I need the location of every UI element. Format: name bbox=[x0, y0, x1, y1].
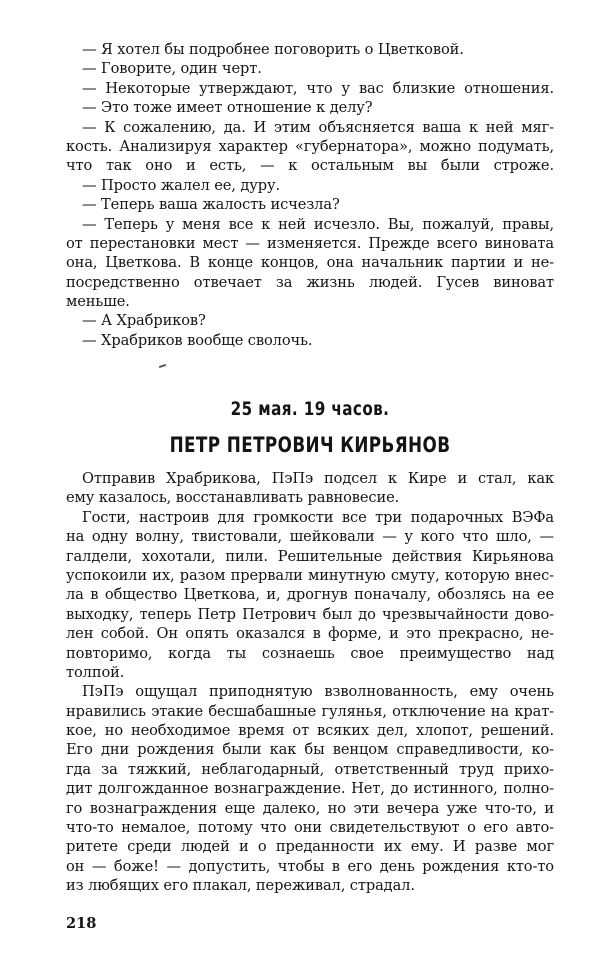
body-line: ритете среди людей и о преданности их ему. И разве мог bbox=[66, 838, 554, 856]
section-date-heading: 25 мая. 19 часов. bbox=[230, 398, 390, 420]
body-line: выходку, теперь Петр Петрович был до чрезвычайности дово- bbox=[66, 605, 554, 623]
dialogue-line: что так оно и есть, — к остальным вы были строже. bbox=[66, 157, 554, 175]
body-line: успокоили их, разом прервали минутную смуту, которую внес- bbox=[66, 566, 554, 584]
body-line: галдели, хохотали, пили. Решительные действия Кирьянова bbox=[66, 547, 554, 565]
body-line: дит долгожданное вознаграждение. Нет, до истинного, полно- bbox=[66, 780, 554, 798]
body-line: лен собой. Он опять оказался в форме, и это прекрасно, не- bbox=[66, 625, 554, 643]
dialogue-line: — А Храбриков? bbox=[82, 312, 206, 330]
body-line: нравились этакие бесшабашные гулянья, отключение на крат- bbox=[66, 702, 554, 720]
dialogue-line: — Теперь у меня все к ней исчезло. Вы, пожалуй, правы, bbox=[82, 215, 554, 233]
dialogue-line: — Говорите, один черт. bbox=[82, 60, 262, 78]
body-line: го вознаграждения еще далеко, но эти вечера уже что-то, и bbox=[66, 799, 554, 817]
body-line: на одну волну, твистовали, шейковали — у кого что шло, — bbox=[66, 528, 554, 546]
dialogue-line: посредственно отвечает за жизнь людей. Гусев виноват bbox=[66, 273, 554, 291]
body-line: толпой. bbox=[66, 663, 125, 681]
dialogue-line: — Это тоже имеет отношение к делу? bbox=[82, 99, 373, 117]
body-line: из любящих его плакал, переживал, страдал. bbox=[66, 877, 415, 895]
dialogue-block bbox=[66, 40, 554, 350]
body-text bbox=[66, 469, 554, 896]
body-line: ПэПэ ощущал приподнятую взволнованность, ему очень bbox=[82, 683, 554, 701]
dialogue-line: — Теперь ваша жалость исчезла? bbox=[82, 196, 340, 214]
page-number: 218 bbox=[66, 915, 97, 932]
section-name-heading: ПЕТР ПЕТРОВИЧ КИРЬЯНОВ bbox=[169, 433, 451, 457]
dialogue-line: — Некоторые утверждают, что у вас близкие отношения. bbox=[82, 79, 554, 97]
dialogue-line: кость. Анализируя характер «губернатора», можно подумать, bbox=[66, 137, 554, 155]
body-line: гда за тяжкий, неблагодарный, ответственный труд прихо- bbox=[66, 760, 554, 778]
ink-mark bbox=[159, 364, 166, 368]
body-line: Гости, настроив для громкости все три подарочных ВЭФа bbox=[82, 508, 554, 526]
dialogue-line: она, Цветкова. В конце концов, она начальник партии и не- bbox=[66, 254, 554, 272]
dialogue-line: — Просто жалел ее, дуру. bbox=[82, 176, 280, 194]
body-line: Отправив Храбрикова, ПэПэ подсел к Кире и стал, как bbox=[82, 470, 554, 487]
dialogue-line: меньше. bbox=[66, 293, 130, 311]
body-line: ему казалось, восстанавливать равновесие. bbox=[66, 489, 400, 507]
dialogue-line: от перестановки мест — изменяется. Прежде всего виновата bbox=[66, 234, 554, 252]
body-line: что-то немалое, потому что они свидетельствуют о его авто- bbox=[66, 819, 554, 837]
body-line: повторимо, когда ты сознаешь свое преимущество над bbox=[66, 644, 554, 662]
body-line: ла в общество Цветкова, и, дрогнув поначалу, обозлясь на ее bbox=[66, 586, 554, 604]
dialogue-line: — Храбриков вообще сволочь. bbox=[82, 331, 313, 349]
dialogue-line: — Я хотел бы подробнее поговорить о Цветковой. bbox=[82, 41, 464, 58]
body-line: он — боже! — допустить, чтобы в его день рождения кто-то bbox=[66, 857, 554, 875]
body-line: кое, но необходимое время от всяких дел, хлопот, решений. bbox=[66, 722, 554, 740]
dialogue-line: — К сожалению, да. И этим объясняется ваша к ней мяг- bbox=[82, 118, 554, 136]
body-line: Его дни рождения были как бы венцом справедливости, ко- bbox=[66, 741, 554, 759]
